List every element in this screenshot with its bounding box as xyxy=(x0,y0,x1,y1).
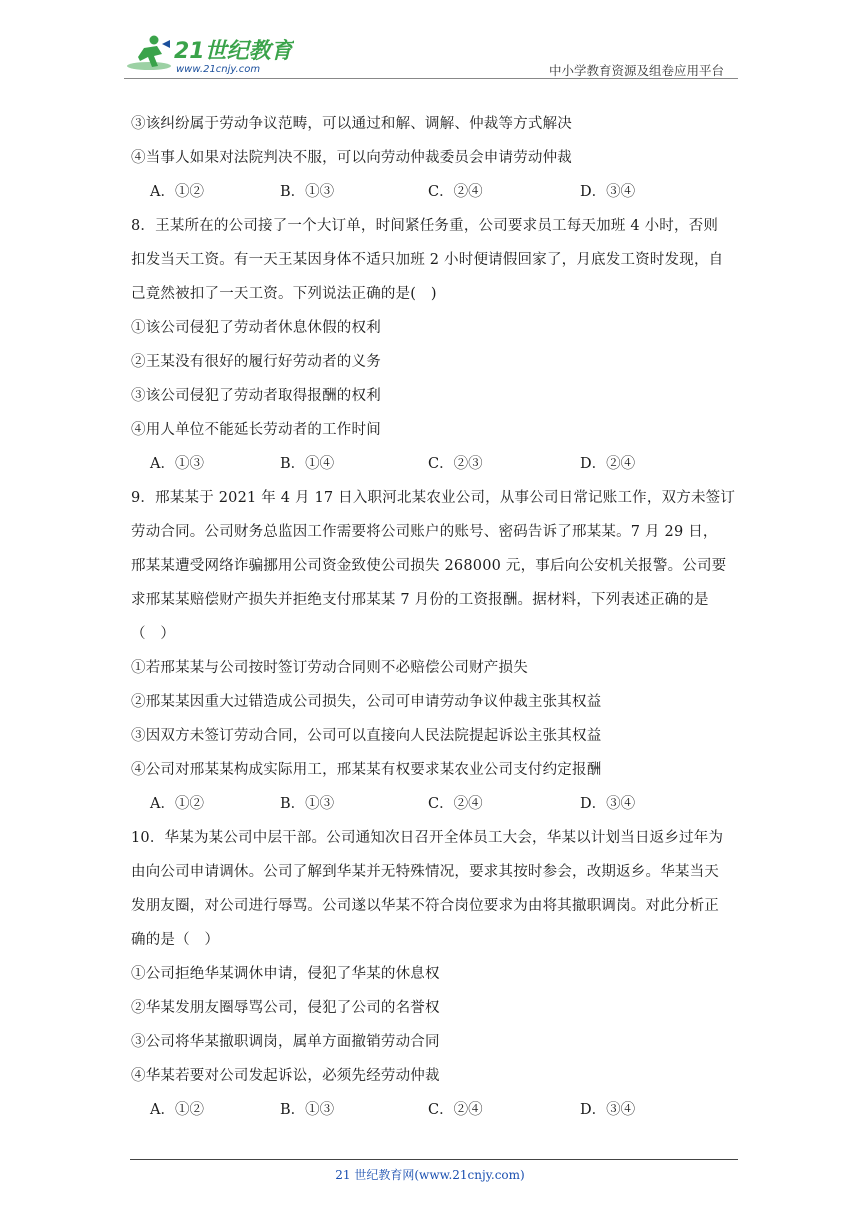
question-9-text: （ ） xyxy=(131,626,176,642)
option-statement: ④用人单位不能延长劳动者的工作时间 xyxy=(131,422,381,438)
question-8-text: 扣发当天工资。有一天王某因身体不适只加班 2 小时便请假回家了，月底发工资时发现，自 xyxy=(131,252,724,268)
option-statement: ①若邢某某与公司按时签订劳动合同则不必赔偿公司财产损失 xyxy=(131,660,528,676)
question-9-text: 求邢某某赔偿财产损失并拒绝支付邢某某 7 月份的工资报酬。据材料，下列表述正确的是 xyxy=(131,592,709,608)
choice-c[interactable]: C．②③ xyxy=(428,456,483,472)
footer-divider xyxy=(130,1159,738,1160)
choice-d[interactable]: D．③④ xyxy=(580,796,636,812)
option-statement: ③因双方未签订劳动合同，公司可以直接向人民法院提起诉讼主张其权益 xyxy=(131,728,602,744)
svg-text:21世纪教育: 21世纪教育 xyxy=(174,39,293,64)
question-10-text: 由向公司申请调休。公司了解到华某并无特殊情况，要求其按时参会，改期返乡。华某当天 xyxy=(131,864,719,880)
question-10-text: 确的是（ ） xyxy=(131,932,220,948)
question-8-text: 己竟然被扣了一天工资。下列说法正确的是( ) xyxy=(131,286,437,302)
site-logo xyxy=(124,30,294,76)
option-statement: ②邢某某因重大过错造成公司损失，公司可申请劳动争议仲裁主张其权益 xyxy=(131,694,602,710)
svg-text:www.21cnjy.com: www.21cnjy.com xyxy=(176,64,261,75)
choice-c[interactable]: C．②④ xyxy=(428,184,483,200)
choice-d[interactable]: D．③④ xyxy=(580,1102,636,1118)
choice-b[interactable]: B．①③ xyxy=(280,796,335,812)
choice-a[interactable]: A．①③ xyxy=(150,456,204,472)
choice-a[interactable]: A．①② xyxy=(150,184,204,200)
choice-c[interactable]: C．②④ xyxy=(428,796,483,812)
question-10-text: 10．华某为某公司中层干部。公司通知次日召开全体员工大会，华某以计划当日返乡过年为 xyxy=(131,830,724,846)
question-9-text: 9．邢某某于 2021 年 4 月 17 日入职河北某农业公司，从事公司日常记账工作，双方未签订 xyxy=(131,490,736,506)
option-statement: ①公司拒绝华某调休申请，侵犯了华某的休息权 xyxy=(131,966,440,982)
option-statement: ①该公司侵犯了劳动者休息休假的权利 xyxy=(131,320,381,336)
question-9-text: 邢某某遭受网络诈骗挪用公司资金致使公司损失 268000 元，事后向公安机关报警。公司要 xyxy=(131,558,727,574)
option-statement: ③该公司侵犯了劳动者取得报酬的权利 xyxy=(131,388,381,404)
choice-a[interactable]: A．①② xyxy=(150,1102,204,1118)
option-statement: ④当事人如果对法院判决不服，可以向劳动仲裁委员会申请劳动仲裁 xyxy=(131,150,572,166)
platform-name: 中小学教育资源及组卷应用平台 xyxy=(548,63,724,78)
choice-d[interactable]: D．③④ xyxy=(580,184,636,200)
page-header xyxy=(124,30,738,78)
option-statement: ④华某若要对公司发起诉讼，必须先经劳动仲裁 xyxy=(131,1068,440,1084)
question-9-text: 劳动合同。公司财务总监因工作需要将公司账户的账号、密码告诉了邢某某。7 月 29 日， xyxy=(131,524,718,540)
choice-c[interactable]: C．②④ xyxy=(428,1102,483,1118)
choice-a[interactable]: A．①② xyxy=(150,796,204,812)
option-statement: ③公司将华某撤职调岗，属单方面撤销劳动合同 xyxy=(131,1034,440,1050)
choice-d[interactable]: D．②④ xyxy=(580,456,636,472)
choice-b[interactable]: B．①③ xyxy=(280,1102,335,1118)
header-divider xyxy=(124,78,738,79)
question-10-text: 发朋友圈，对公司进行辱骂。公司遂以华某不符合岗位要求为由将其撤职调岗。对此分析正 xyxy=(131,898,719,914)
choice-b[interactable]: B．①④ xyxy=(280,456,335,472)
option-statement: ②王某没有很好的履行好劳动者的义务 xyxy=(131,354,381,370)
page-footer[interactable]: 21 世纪教育网(www.21cnjy.com) xyxy=(335,1168,525,1182)
option-statement: ②华某发朋友圈辱骂公司，侵犯了公司的名誉权 xyxy=(131,1000,440,1016)
choice-b[interactable]: B．①③ xyxy=(280,184,335,200)
option-statement: ③该纠纷属于劳动争议范畴，可以通过和解、调解、仲裁等方式解决 xyxy=(131,116,572,132)
option-statement: ④公司对邢某某构成实际用工，邢某某有权要求某农业公司支付约定报酬 xyxy=(131,762,602,778)
question-8-text: 8．王某所在的公司接了一个大订单，时间紧任务重，公司要求员工每天加班 4 小时，否则 xyxy=(131,218,719,234)
